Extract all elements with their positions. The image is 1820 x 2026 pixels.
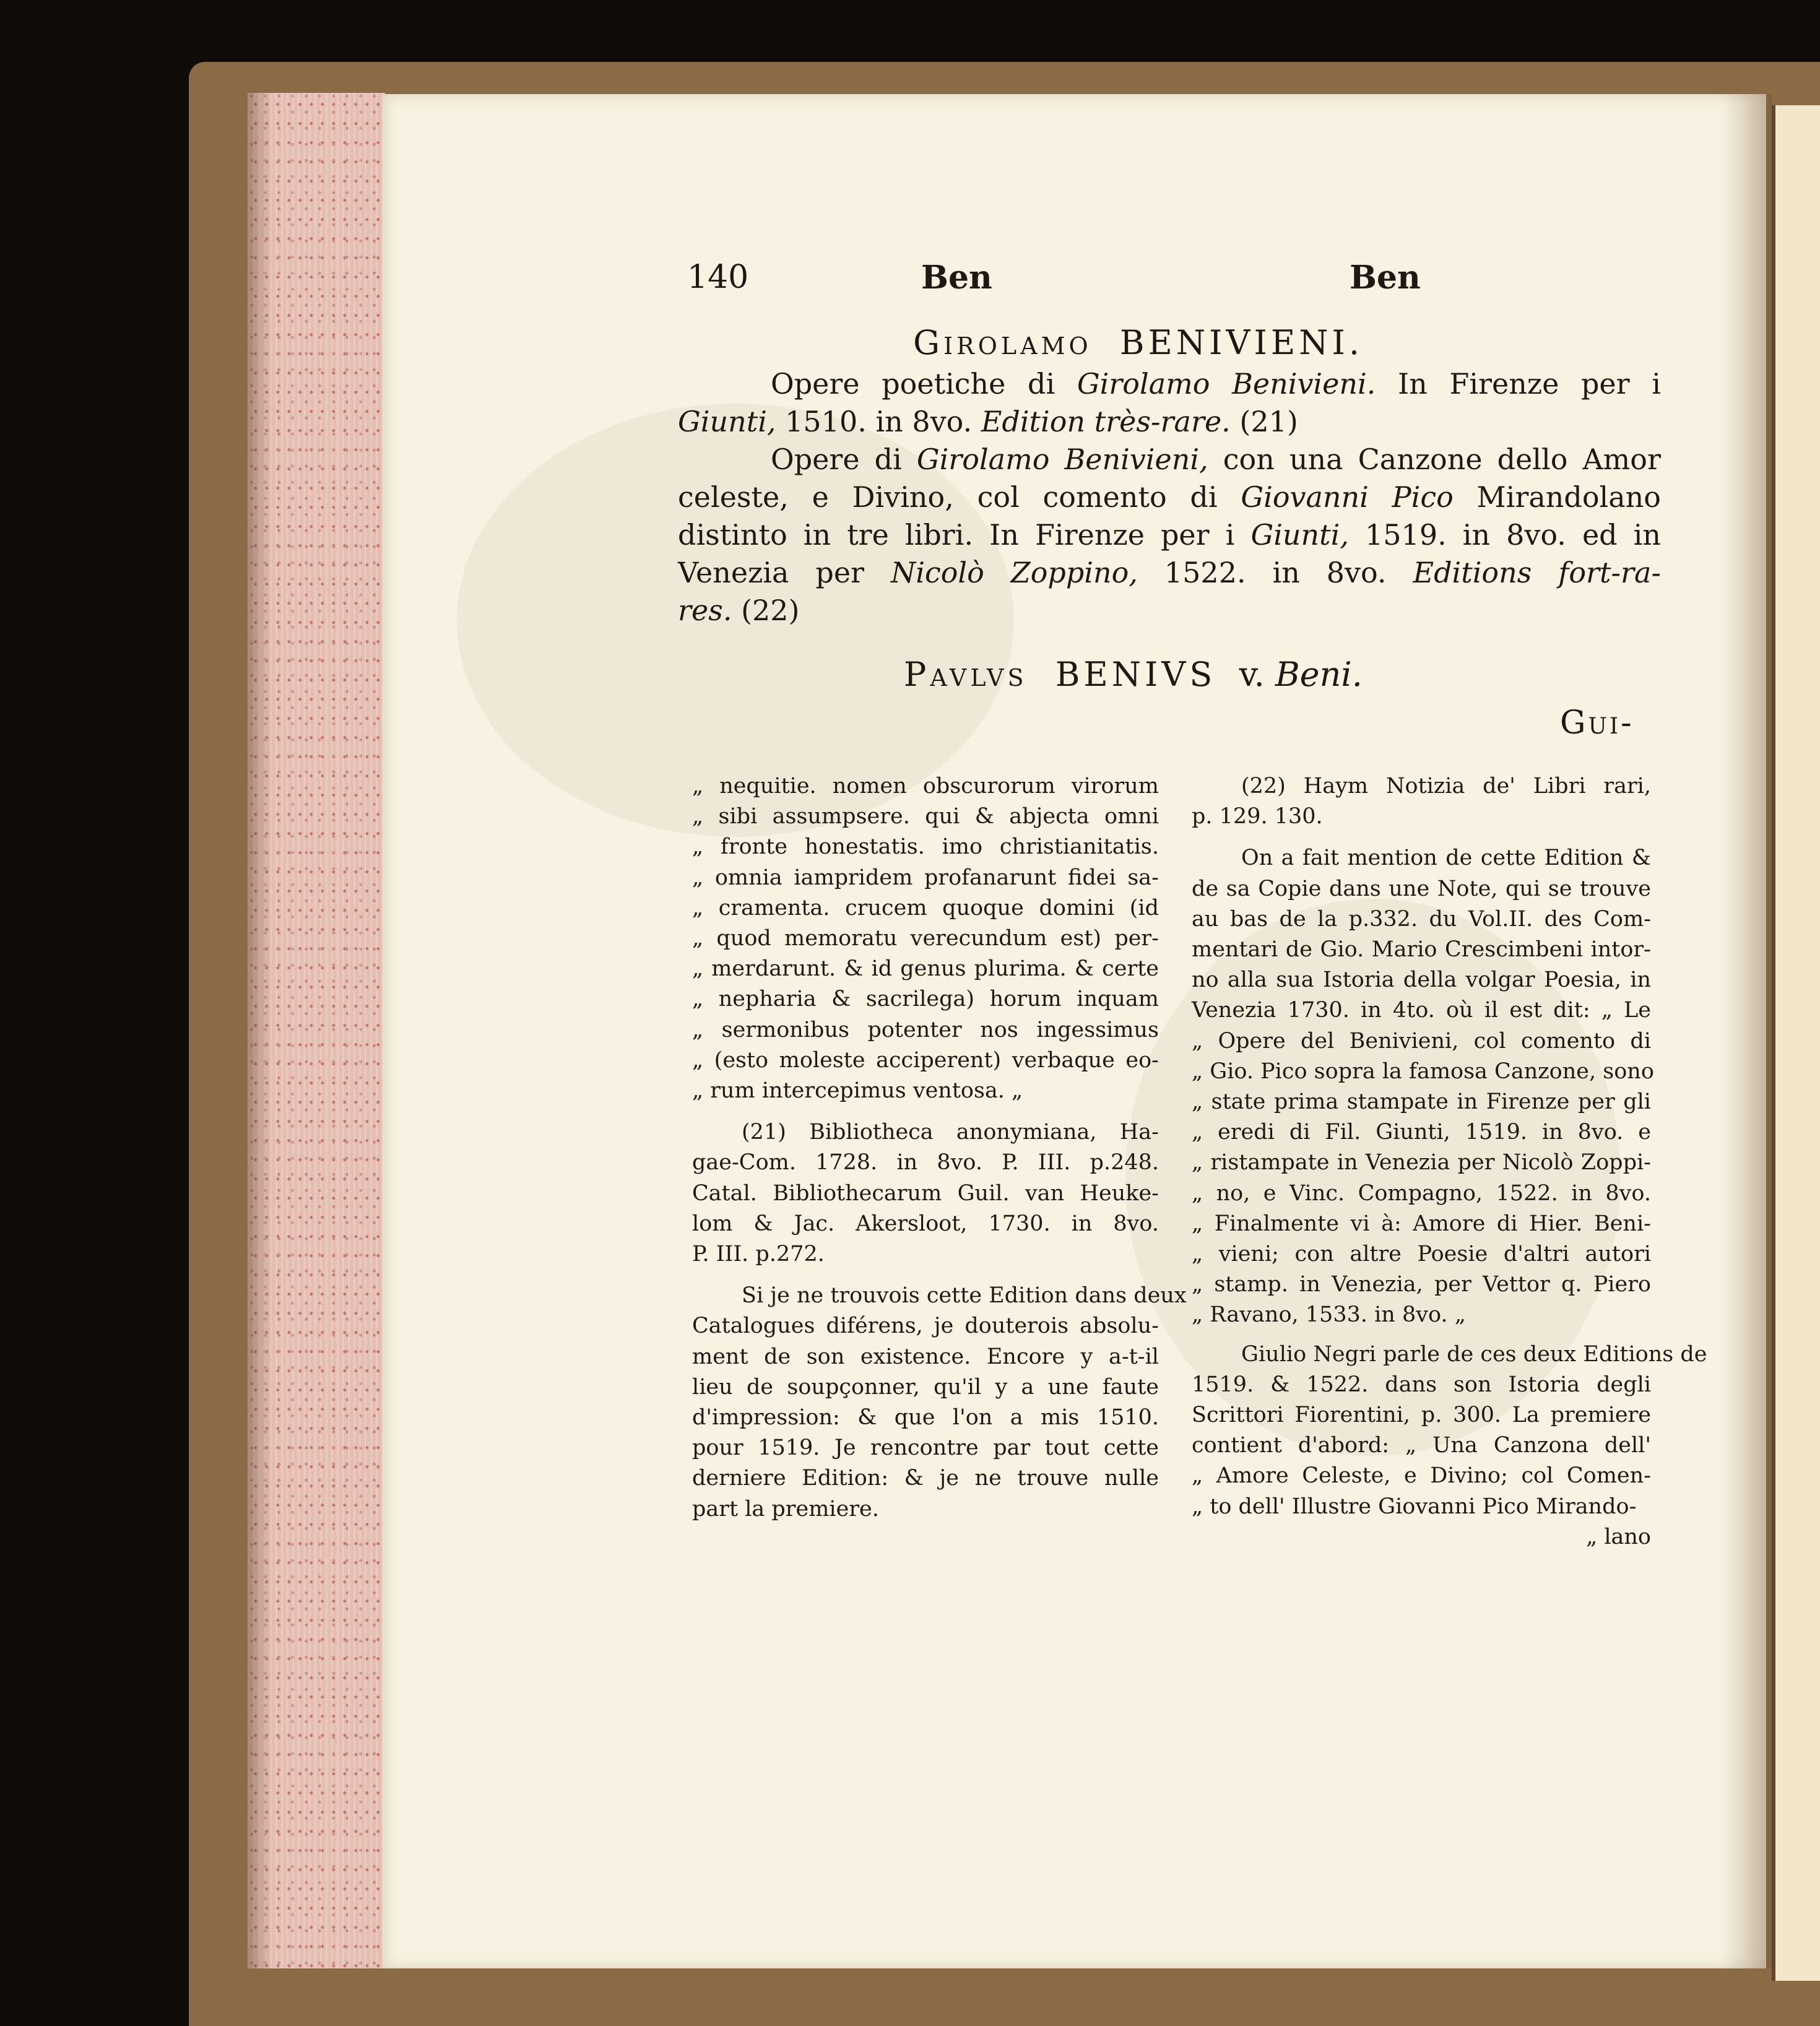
- main-text-line: Opere di Girolamo Benivieni, con una Canzone dello Amor: [771, 443, 1661, 476]
- text-line: „ vieni; con altre Poesie d'altri autori: [1192, 1242, 1651, 1267]
- text-line: Si je ne trouvois cette Edition dans deux: [742, 1283, 1187, 1309]
- text-line: derniere Edition: & je ne trouve nulle: [692, 1466, 1159, 1491]
- text-line: „ nepharia & sacrilega) horum inquam: [692, 987, 1159, 1012]
- text-line: mentari de Gio. Mario Crescimbeni intor-: [1192, 937, 1651, 963]
- text-line: Catalogues diférens, je douterois absolu-: [692, 1314, 1159, 1339]
- main-text-line: distinto in tre libri. In Firenze per i Giunti, 1519. in 8vo. ed in: [678, 518, 1661, 552]
- text-line: „ Amore Celeste, e Divino; col Comen-: [1192, 1463, 1651, 1489]
- heading-surname: BENIVS: [1055, 655, 1216, 694]
- heading-paulus-benius: [904, 655, 1363, 694]
- text-line: On a fait mention de cette Edition &: [1241, 846, 1651, 871]
- text-line: „ Ravano, 1533. in 8vo. „: [1192, 1302, 1466, 1328]
- heading-first-name: Girolamo: [913, 323, 1092, 362]
- text-line: (21) Bibliotheca anonymiana, Ha-: [742, 1120, 1159, 1145]
- page-number: 140: [687, 259, 749, 296]
- text-line: „ Gio. Pico sopra la famosa Canzone, sono: [1192, 1058, 1654, 1084]
- text-line: „ merdarunt. & id genus plurima. & certe: [692, 956, 1159, 982]
- text-line: Venezia 1730. in 4to. où il est dit: „ Le: [1192, 998, 1651, 1023]
- main-text-part-italic: Girolamo Benivieni.: [1077, 367, 1376, 400]
- text-line: „ eredi di Fil. Giunti, 1519. in 8vo. e: [1192, 1120, 1651, 1145]
- note-22-continuation: [1192, 1340, 1707, 1522]
- main-text-block: [678, 365, 1661, 630]
- text-line: „ sibi assumpsere. qui & abjecta omni: [692, 804, 1159, 829]
- text-line: no alla sua Istoria della volgar Poesia, in: [1192, 968, 1651, 993]
- text-line: „ stamp. in Venezia, per Vettor q. Piero: [1192, 1272, 1651, 1297]
- note-21: [692, 1117, 1159, 1270]
- text-line: „ state prima stampate in Firenze per gli: [1192, 1089, 1651, 1115]
- main-text-line: [678, 365, 1661, 403]
- note-22: [1192, 771, 1651, 832]
- catchword: Gui-: [1560, 704, 1634, 742]
- text-line: pour 1519. Je rencontre par tout cette: [692, 1435, 1159, 1461]
- text-line: „ nequitie. nomen obscurorum virorum: [692, 774, 1159, 799]
- running-head-right: Ben: [1350, 259, 1421, 297]
- main-text-line: res. (22): [678, 594, 800, 627]
- main-text-line: Venezia per Nicolò Zoppino, 1522. in 8vo. Editions fort-ra-: [678, 556, 1661, 589]
- text-line: p. 129. 130.: [1192, 804, 1323, 829]
- text-line: „ sermonibus potenter nos ingessimus: [692, 1017, 1159, 1042]
- text-line: P. III. p.272.: [692, 1242, 825, 1267]
- main-text-line: celeste, e Divino, col comento di Giovanni Pico Mirandolano: [678, 480, 1661, 514]
- text-line: „ cramenta. crucem quoque domini (id: [692, 895, 1159, 920]
- heading-girolamo-benivieni: [913, 323, 1363, 362]
- text-line: „ to dell' Illustre Giovanni Pico Mirando-: [1192, 1494, 1637, 1519]
- text-line: lom & Jac. Akersloot, 1730. in 8vo.: [692, 1211, 1159, 1236]
- note-21-comment: [692, 1281, 1187, 1525]
- edge-shadow: [248, 93, 272, 1968]
- right-footnote-column: [1192, 771, 1707, 1552]
- text-line: contient d'abord: „ Una Canzona dell': [1192, 1433, 1651, 1458]
- text-line: Giulio Negri parle de ces deux Editions de: [1241, 1341, 1707, 1367]
- text-line: „ fronte honestatis. imo christianitatis.: [692, 834, 1159, 860]
- main-text-part: In Firenze per i: [1376, 367, 1661, 400]
- text-line: „ rum intercepimus ventosa. „: [692, 1078, 1023, 1104]
- text-line: „ omnia iampridem profanarunt fidei sa-: [692, 865, 1159, 890]
- text-line: de sa Copie dans une Note, qui se trouve: [1192, 876, 1651, 901]
- heading-surname: BENIVIENI.: [1119, 323, 1364, 362]
- left-footnote-column: [692, 771, 1187, 1525]
- text-line: Scrittori Fiorentini, p. 300. La premiere: [1192, 1403, 1651, 1428]
- note-22-comment: [1192, 843, 1654, 1330]
- text-line: part la premiere.: [692, 1496, 879, 1522]
- text-line: „ Finalmente vi à: Amore di Hier. Beni-: [1192, 1211, 1651, 1236]
- text-line: „ (esto moleste acciperent) verbaque eo-: [692, 1047, 1159, 1073]
- facing-page-edge: [1772, 105, 1820, 1981]
- text-line: „ ristampate in Venezia per Nicolò Zoppi-: [1192, 1150, 1651, 1175]
- final-line: „ lano: [1586, 1524, 1651, 1549]
- text-line: „ no, e Vinc. Compagno, 1522. in 8vo.: [1192, 1180, 1651, 1206]
- text-line: „ Opere del Benivieni, col comento di: [1192, 1028, 1651, 1054]
- text-line: Catal. Bibliothecarum Guil. van Heuke-: [692, 1180, 1159, 1206]
- text-line: gae-Com. 1728. in 8vo. P. III. p.248.: [692, 1150, 1159, 1175]
- main-text-line: Giunti, 1510. in 8vo. Edition très-rare. (21): [678, 405, 1298, 438]
- text-line: d'impression: & que l'on a mis 1510.: [692, 1405, 1159, 1431]
- text-line: au bas de la p.332. du Vol.II. des Com-: [1192, 906, 1651, 932]
- gutter-shadow: [1721, 94, 1772, 1968]
- heading-first-name: Pavlvs: [904, 655, 1028, 694]
- quote-block: [692, 771, 1159, 1106]
- running-head-left: Ben: [921, 259, 992, 297]
- text-line: lieu de soupçonner, qu'il y a une faute: [692, 1374, 1159, 1400]
- text-line: ment de son existence. Encore y a-t-il: [692, 1344, 1159, 1369]
- text-line: 1519. & 1522. dans son Istoria degli: [1192, 1372, 1651, 1397]
- main-text-part: Opere poetiche di: [771, 367, 1077, 400]
- text-line: „ quod memoratu verecundum est) per-: [692, 926, 1159, 951]
- heading-cross-reference: v. Beni.: [1239, 655, 1363, 694]
- text-line: (22) Haym Notizia de' Libri rari,: [1241, 774, 1651, 799]
